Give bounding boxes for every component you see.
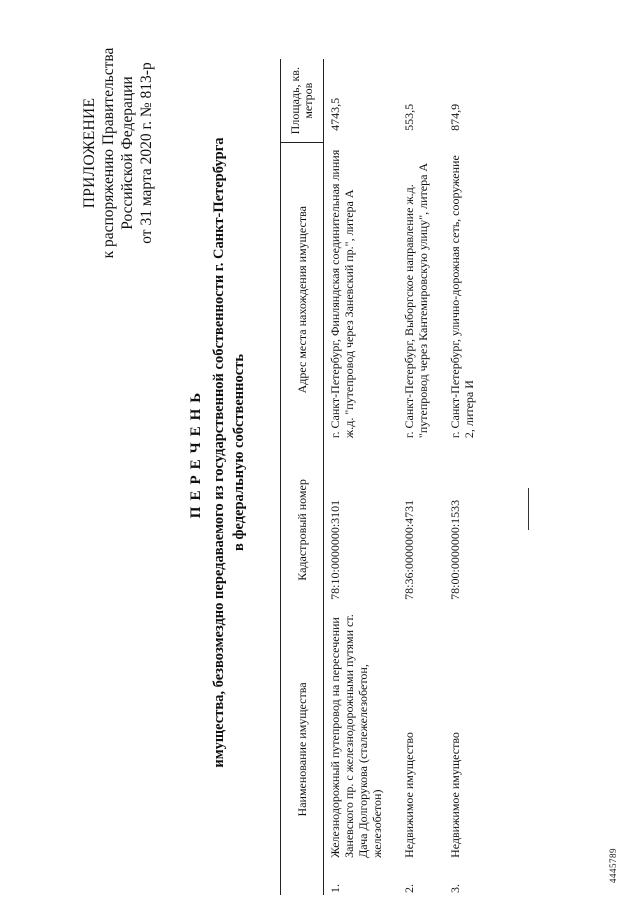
header-cadastral: Кадастровый номер <box>281 456 324 604</box>
row-name: Недвижимое имущество <box>402 732 416 858</box>
row-cadastral: 78:00:0000000:1533 <box>448 499 462 600</box>
document-id: 4445789 <box>608 848 618 883</box>
table-header-row <box>281 59 324 895</box>
document-heading: ПЕРЕЧЕНЬ <box>188 386 204 519</box>
subtitle-line-2: в федеральную собственность <box>231 354 247 552</box>
appendix-line-2: Российской Федерации <box>119 76 136 230</box>
appendix-block <box>80 23 156 283</box>
appendix-line-3: от 31 марта 2020 г. № 813-р <box>138 62 155 244</box>
row-area: 4743,5 <box>328 97 342 131</box>
subtitle-line-1: имущества, безвозмездно передаваемого из государственной собственности г. Санкт-Петербурга <box>211 137 227 768</box>
row-area: 553,5 <box>402 103 416 131</box>
row-name: Железнодорожный путепровод на пересечении Заневского пр. с железнодорожными путями ст. Дача Долгорукова (сталежелезобетон, железобетон) <box>328 614 384 858</box>
row-number: 3. <box>448 884 462 893</box>
appendix-line-1: к распоряжению Правительства <box>100 47 117 259</box>
row-number: 2. <box>402 884 416 893</box>
property-table <box>280 59 490 895</box>
header-address: Адрес места нахождения имущества <box>281 143 324 456</box>
table-body <box>324 59 491 895</box>
header-name: Наименование имущества <box>281 604 324 895</box>
row-address: г. Санкт-Петербург, Финляндская соединительная линия ж.д. "путепровод через Заневский пр.", литера А <box>328 149 356 439</box>
header-area: Площадь, кв. метров <box>281 59 324 143</box>
row-number: 1. <box>328 884 342 893</box>
row-name: Недвижимое имущество <box>448 732 462 858</box>
row-area: 874,9 <box>448 103 462 131</box>
table-header <box>281 59 324 895</box>
row-cadastral: 78:10:0000000:3101 <box>328 499 342 600</box>
row-cadastral: 78:36:0000000:4731 <box>402 499 416 600</box>
table-row <box>444 59 490 895</box>
closing-line <box>528 488 529 530</box>
table-row <box>324 59 399 895</box>
row-address: г. Санкт-Петербург, Выборгское направление ж.д. "путепровод через Кантемировскую улицу", литера А <box>402 162 430 439</box>
table-row <box>398 59 444 895</box>
appendix-title: ПРИЛОЖЕНИЕ <box>81 97 98 209</box>
document-subtitle <box>209 60 249 845</box>
row-address: г. Санкт-Петербург, улично-дорожная сеть, сооружение 2, литера И <box>448 155 476 439</box>
